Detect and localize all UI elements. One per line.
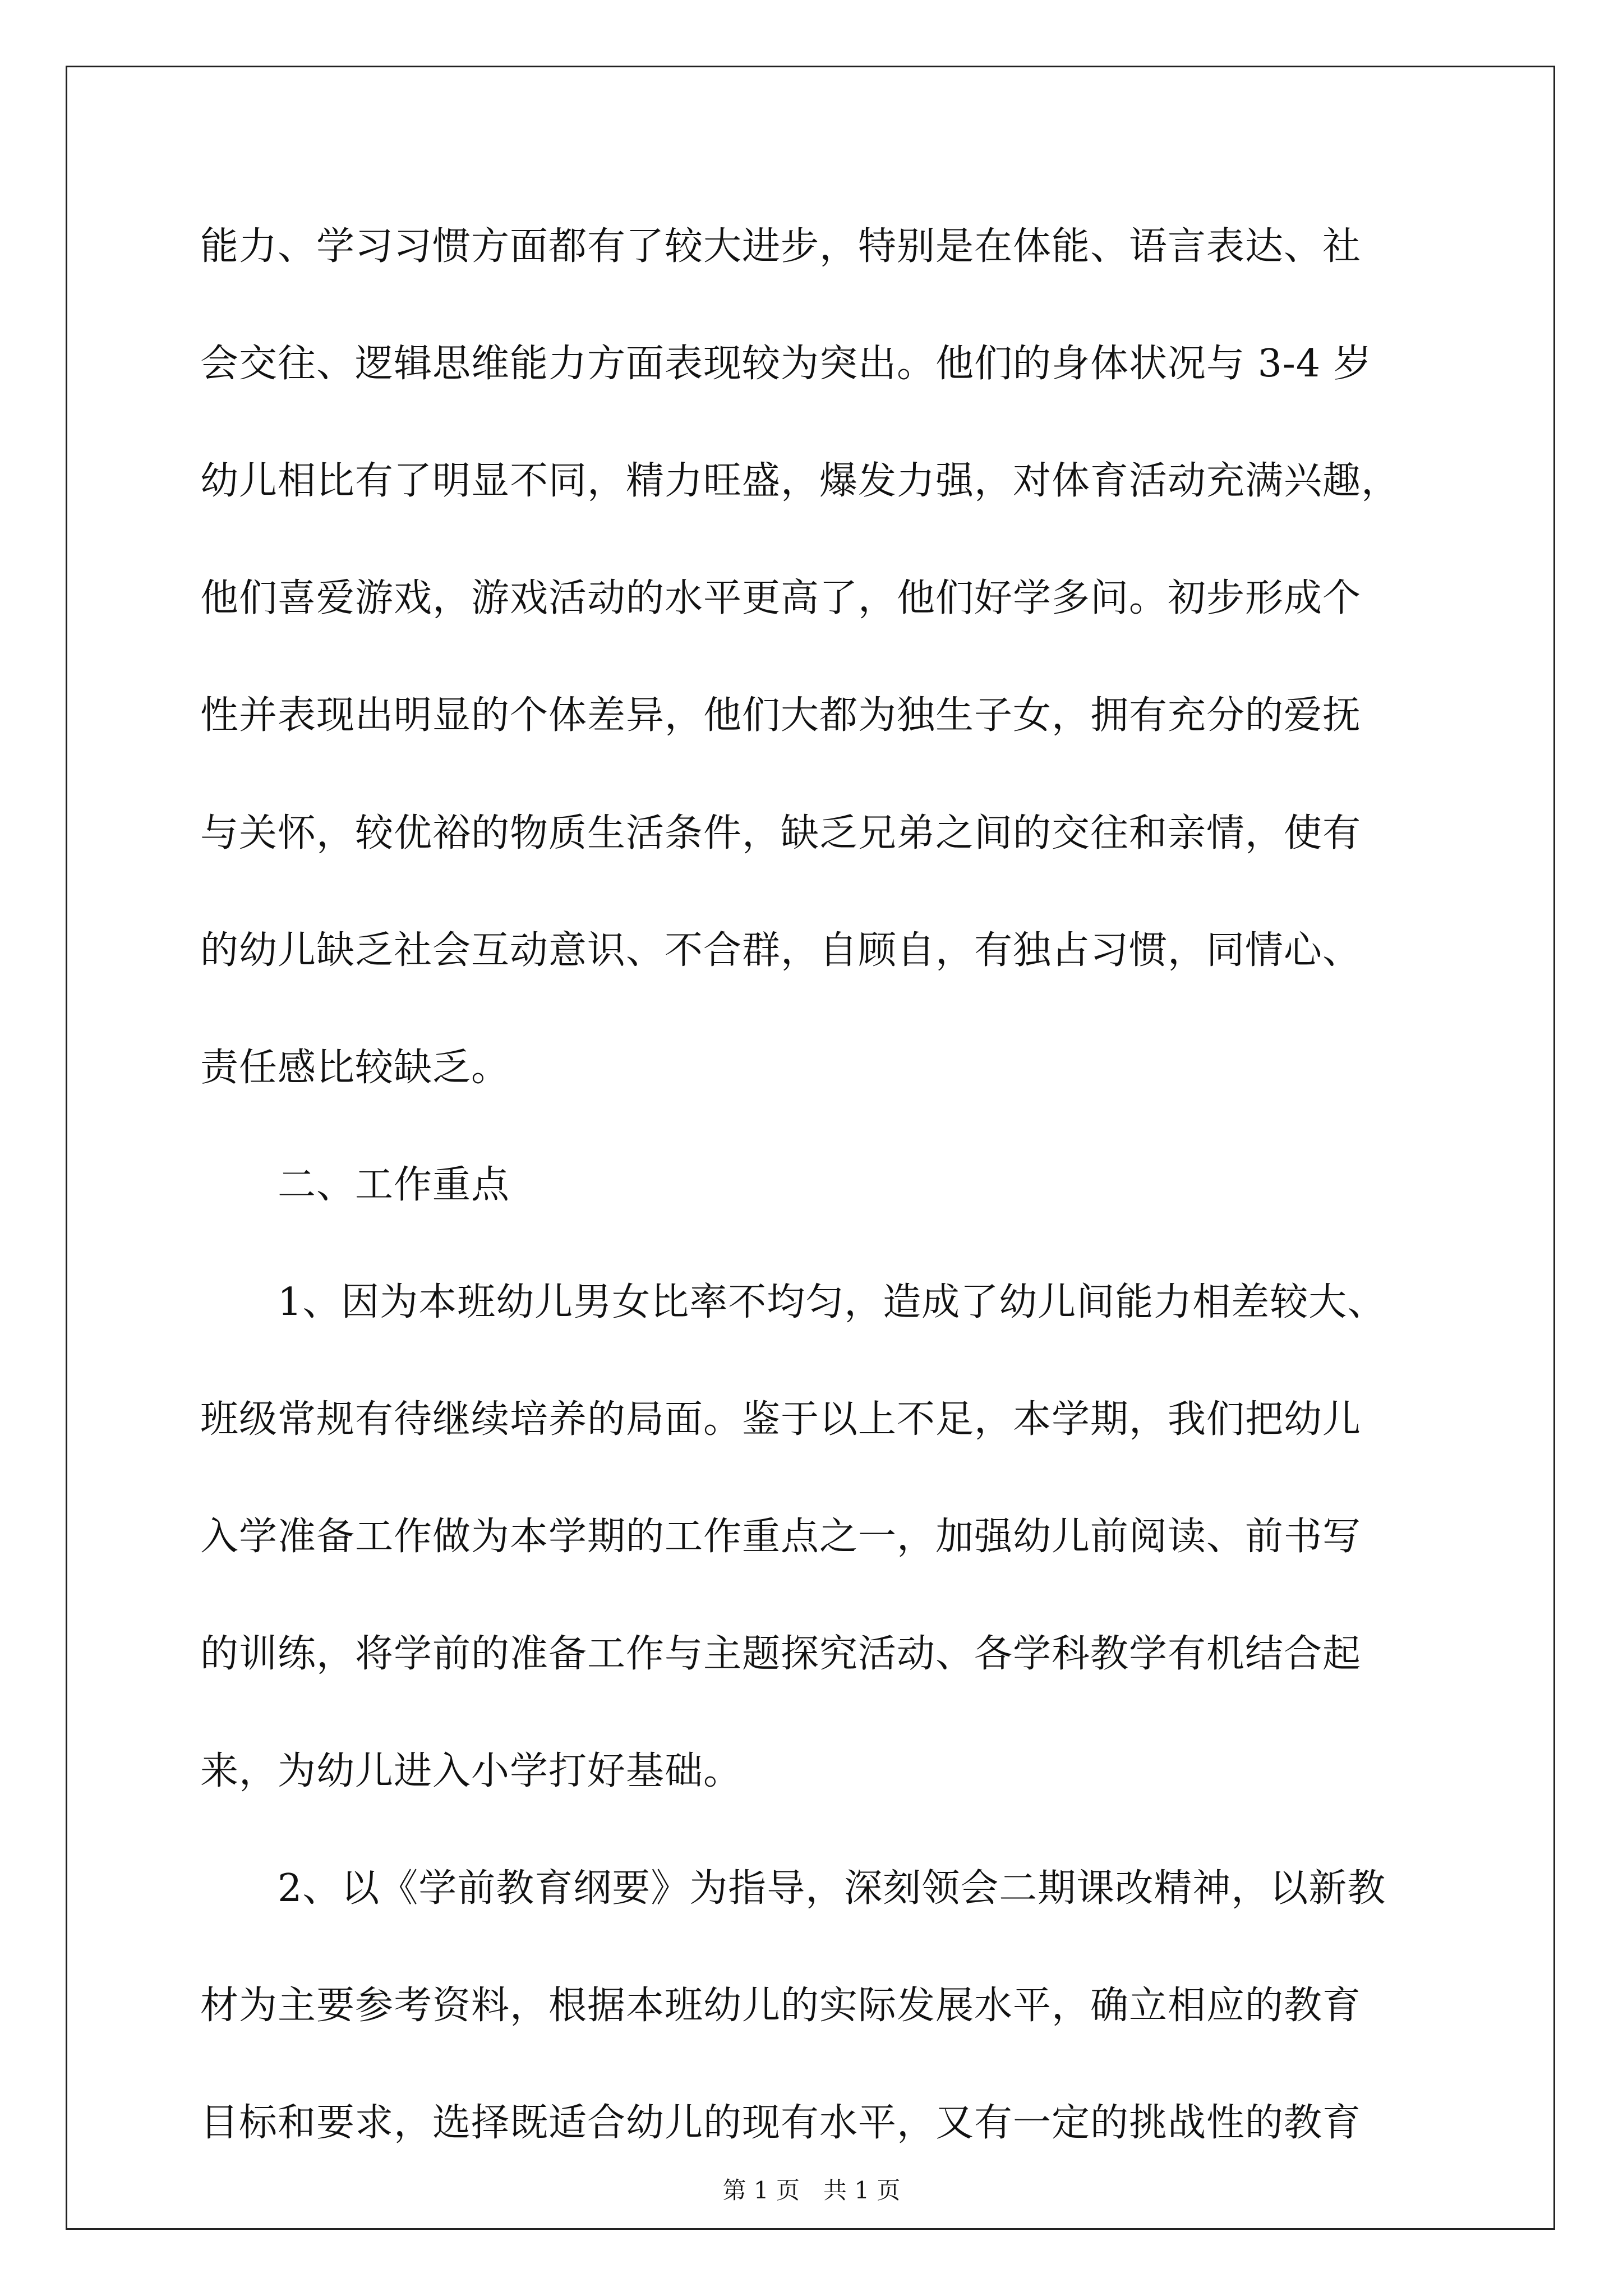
body-line: 班级常规有待继续培养的局面。鉴于以上不足，本学期，我们把幼儿	[200, 1397, 1362, 1442]
body-line: 幼儿相比有了明显不同，精力旺盛，爆发力强，对体育活动充满兴趣，	[200, 459, 1400, 503]
body-line: 的训练，将学前的准备工作与主题探究活动、各学科教学有机结合起	[200, 1632, 1362, 1676]
body-line: 他们喜爱游戏，游戏活动的水平更高了，他们好学多问。初步形成个	[200, 576, 1362, 620]
page-number-footer: 第 1 页 共 1 页	[722, 2177, 901, 2204]
body-line: 性并表现出明显的个体差异，他们大都为独生子女，拥有充分的爱抚	[200, 693, 1362, 738]
body-line: 责任感比较缺乏。	[200, 1046, 510, 1090]
body-line: 会交往、逻辑思维能力方面表现较为突出。他们的身体状况与 3-4 岁	[200, 342, 1372, 386]
body-line: 与关怀，较优裕的物质生活条件，缺乏兄弟之间的交往和亲情，使有	[200, 811, 1362, 855]
body-line: 2、以《学前教育纲要》为指导，深刻领会二期课改精神，以新教	[200, 1866, 1386, 1911]
body-line: 能力、学习习惯方面都有了较大进步，特别是在体能、语言表达、社	[200, 224, 1362, 269]
body-line: 材为主要参考资料，根据本班幼儿的实际发展水平，确立相应的教育	[200, 1984, 1362, 2028]
body-line: 入学准备工作做为本学期的工作重点之一，加强幼儿前阅读、前书写	[200, 1515, 1362, 1559]
body-line: 来，为幼儿进入小学打好基础。	[200, 1749, 743, 1793]
body-line: 的幼儿缺乏社会互动意识、不合群，自顾自，有独占习惯，同情心、	[200, 928, 1362, 973]
body-line: 目标和要求，选择既适合幼儿的现有水平，又有一定的挑战性的教育	[200, 2101, 1362, 2145]
body-line: 1、因为本班幼儿男女比率不均匀，造成了幼儿间能力相差较大、	[200, 1280, 1386, 1324]
section-heading: 二、工作重点	[200, 1163, 510, 1207]
